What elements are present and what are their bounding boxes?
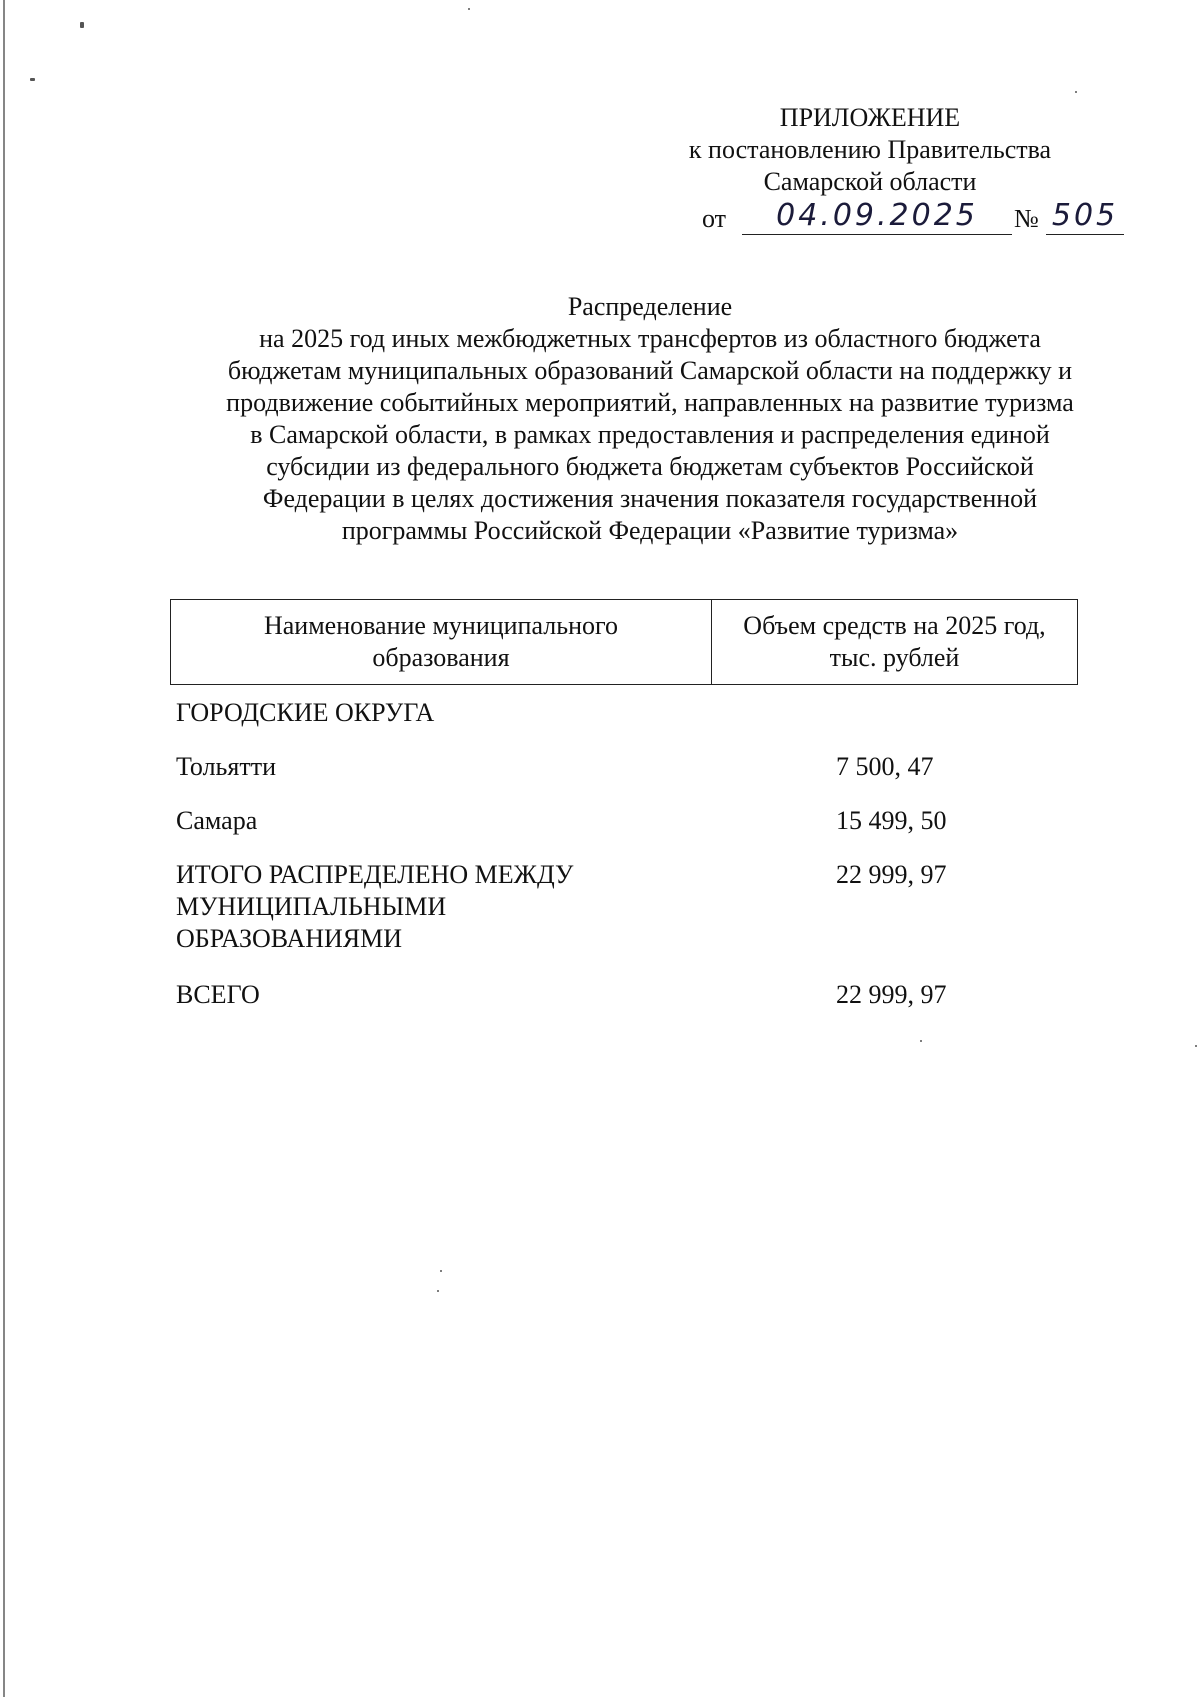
- title-line: продвижение событийных мероприятий, направленных на развитие туризма: [226, 388, 1074, 417]
- number-sign: №: [1014, 204, 1039, 233]
- row-name: [176, 751, 646, 783]
- row-name-text: Тольятти: [176, 752, 277, 781]
- title-line: бюджетам муниципальных образований Самарской области на поддержку и: [227, 356, 1073, 385]
- row-name-text: ВСЕГО: [176, 980, 260, 1009]
- row-name-text: ОБРАЗОВАНИЯМИ: [176, 924, 403, 953]
- column-header-amount: [712, 600, 1077, 684]
- title-line: программы Российской Федерации «Развитие туризма»: [341, 516, 959, 545]
- scan-speck: [1075, 91, 1077, 93]
- row-name-text: ИТОГО РАСПРЕДЕЛЕНО МЕЖДУ: [176, 860, 574, 889]
- row-value: 7 500, 47: [836, 752, 934, 781]
- row-value: 15 499, 50: [836, 806, 947, 835]
- column-header-text: Наименование муниципального: [263, 611, 619, 640]
- section-urban-districts: ГОРОДСКИЕ ОКРУГА: [176, 698, 435, 727]
- scan-speck: [920, 1040, 922, 1042]
- handwritten-number: 505: [1046, 196, 1124, 235]
- scan-speck: [30, 78, 35, 81]
- resolution-date-line: [702, 196, 1122, 240]
- row-name: [176, 859, 646, 955]
- title-line: Распределение: [567, 292, 733, 321]
- table-header: [170, 599, 1078, 685]
- appendix-resolution-line: к постановлению Правительства: [688, 135, 1052, 164]
- column-header-text: тыс. рублей: [829, 643, 960, 672]
- appendix-region-line: Самарской области: [763, 167, 977, 196]
- appendix-header: [600, 102, 1140, 198]
- title-line: в Самарской области, в рамках предоставления и распределения единой: [250, 420, 1050, 449]
- scan-speck: [440, 1270, 442, 1272]
- title-line: Федерации в целях достижения значения показателя государственной: [262, 484, 1038, 513]
- handwritten-date: 04.09.2025: [742, 196, 1012, 235]
- column-header-municipality: [171, 600, 712, 684]
- scan-speck: [437, 1290, 439, 1292]
- title-line: на 2025 год иных межбюджетных трансфертов из областного бюджета: [259, 324, 1041, 353]
- row-name: [176, 979, 646, 1011]
- row-name: [176, 805, 646, 837]
- row-name-text: МУНИЦИПАЛЬНЫМИ: [176, 892, 447, 921]
- column-header-text: Объем средств на 2025 год,: [743, 611, 1046, 640]
- row-value: 22 999, 97: [836, 860, 947, 889]
- date-prefix: от: [702, 204, 727, 233]
- scan-left-edge: [3, 0, 5, 1697]
- scan-speck: [80, 22, 84, 28]
- scan-speck: [468, 8, 470, 10]
- scan-speck: [1195, 1045, 1197, 1047]
- column-header-text: образования: [372, 643, 510, 672]
- appendix-title: ПРИЛОЖЕНИЕ: [779, 103, 961, 132]
- row-value: 22 999, 97: [836, 980, 947, 1009]
- row-name-text: Самара: [176, 806, 258, 835]
- document-title: [170, 291, 1130, 547]
- title-line: субсидии из федерального бюджета бюджетам субъектов Российской: [266, 452, 1034, 481]
